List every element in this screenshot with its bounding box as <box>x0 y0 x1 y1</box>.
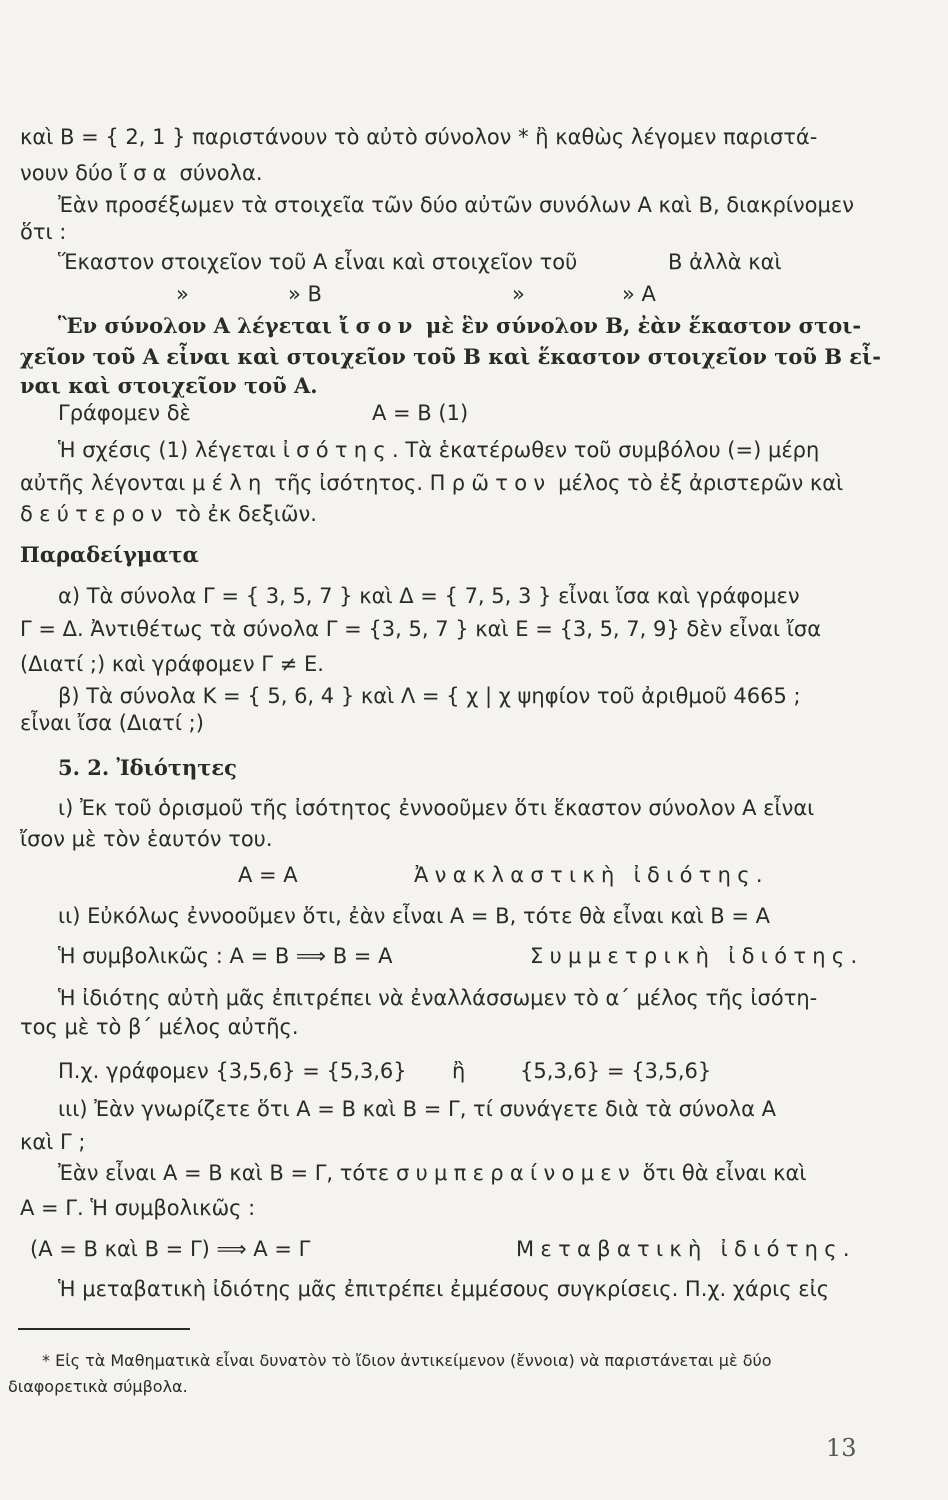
text-line: ἢ <box>452 1059 466 1083</box>
page-number: 13 <box>826 1434 857 1462</box>
text-line: {5,3,6} = {3,5,6} <box>520 1059 712 1083</box>
text-line: εἶναι ἴσα (Διατί ;) <box>20 711 204 735</box>
equation: Ἡ συμβολικῶς : Α = Β ⟹ Β = Α <box>58 944 393 968</box>
section-heading: Παραδείγματα <box>20 542 199 567</box>
text-span: σύνολα. <box>172 161 263 185</box>
footnote-rule <box>18 1328 190 1330</box>
equation: Α = Β (1) <box>372 401 469 425</box>
text-line: καὶ Γ ; <box>20 1130 86 1154</box>
definition-line <box>58 313 861 339</box>
text-span: Ἡ σχέσις (1) λέγεται <box>58 438 283 462</box>
text-line: Ἡ ἰδιότης αὐτὴ μᾶς ἐπιτρέπει νὰ ἐναλλάσσωμεν τὸ α΄ μέλος τῆς ἰσότη- <box>58 986 818 1010</box>
spaced-term: ἴσον <box>339 313 419 338</box>
text-line: ι) Ἐκ τοῦ ὁρισμοῦ τῆς ἰσότητος ἐννοοῦμεν ὅτι ἕκαστον σύνολον Α εἶναι <box>58 796 815 820</box>
text-line: Α = Γ. Ἡ συμβολικῶς : <box>20 1196 256 1220</box>
text-line: Β ἀλλὰ καὶ <box>668 250 782 274</box>
text-line <box>20 160 263 186</box>
text-span: τὸ ἐκ δεξιῶν. <box>168 502 317 526</box>
text-span: αὐτῆς λέγονται <box>20 471 192 495</box>
text-line: (Διατί ;) καὶ γράφομεν Γ ≠ Ε. <box>20 652 324 676</box>
text-line: ιι) Εὐκόλως ἐννοοῦμεν ὅτι, ἐὰν εἶναι Α = Β, τότε θὰ εἶναι καὶ Β = Α <box>58 904 771 928</box>
text-line: Γράφομεν δὲ <box>58 401 191 425</box>
text-line: Ἡ μεταβατικὴ ἰδιότης μᾶς ἐπιτρέπει ἐμμέσους συγκρίσεις. Π.χ. χάρις εἰς <box>58 1277 830 1301</box>
footnote-line: διαφορετικὰ σύμβολα. <box>8 1377 188 1396</box>
text-line: Γ = Δ. Ἀντιθέτως τὰ σύνολα Γ = {3, 5, 7 } καὶ Ε = {3, 5, 7, 9} δὲν εἶναι ἴσα <box>20 617 822 641</box>
equation: (Α = Β καὶ Β = Γ) ⟹ Α = Γ <box>30 1237 311 1261</box>
section-heading: 5. 2. Ἰδιότητες <box>58 755 237 780</box>
property-name: Ἀνακλαστικὴ ἰδιότης. <box>414 863 769 887</box>
text-span: Ἐὰν εἶναι Α = Β καὶ Β = Γ, τότε <box>58 1161 396 1185</box>
ditto-mark: » <box>176 282 189 306</box>
property-name: Μεταβατικὴ ἰδιότης. <box>516 1237 856 1261</box>
text-span: ὅτι θὰ εἶναι καὶ <box>635 1161 807 1185</box>
text-span: τῆς ἰσότητος. <box>267 471 430 495</box>
text-line: Ἐὰν προσέξωμεν τὰ στοιχεῖα τῶν δύο αὐτῶν συνόλων Α καὶ Β, διακρίνομεν <box>58 193 854 217</box>
spaced-term: Πρῶτον <box>429 471 552 495</box>
text-line: Ἕκαστον στοιχεῖον τοῦ Α εἶναι καὶ στοιχεῖον τοῦ <box>58 250 578 274</box>
text-line <box>58 437 819 463</box>
text-line: β) Τὰ σύνολα Κ = { 5, 6, 4 } καὶ Λ = { χ | χ ψηφίον τοῦ ἀριθμοῦ 4665 ; <box>58 684 801 708</box>
text-line: ιιι) Ἐὰν γνωρίζετε ὅτι Α = Β καὶ Β = Γ, τί συνάγετε διὰ τὰ σύνολα Α <box>58 1097 776 1121</box>
text-span: . Τὰ ἑκατέρωθεν τοῦ συμβόλου (=) μέρη <box>392 438 820 462</box>
spaced-term: δεύτερον <box>20 502 169 526</box>
spaced-term: συμπεραίνομεν <box>395 1161 636 1185</box>
ditto-mark: » Β <box>288 282 322 306</box>
ditto-mark: » Α <box>622 282 656 306</box>
text-line <box>20 470 843 496</box>
text-span: νουν δύο <box>20 161 120 185</box>
spaced-term: μέλη <box>192 471 268 495</box>
equation: Α = Α <box>238 863 298 887</box>
ditto-mark: » <box>512 282 525 306</box>
definition-line: ναι καὶ στοιχεῖον τοῦ Α. <box>20 373 318 398</box>
text-span: μὲ ἓν σύνολον Β, ἐὰν ἕκαστον στοι- <box>418 313 862 338</box>
text-line: τος μὲ τὸ β΄ μέλος αὐτῆς. <box>20 1015 299 1039</box>
text-line <box>20 501 317 527</box>
text-line <box>58 1160 806 1186</box>
text-line: α) Τὰ σύνολα Γ = { 3, 5, 7 } καὶ Δ = { 7, 5, 3 } εἶναι ἴσα καὶ γράφομεν <box>58 584 800 608</box>
spaced-term: ἰσότης <box>282 438 393 462</box>
footnote-line: * Εἰς τὰ Μαθηματικὰ εἶναι δυνατὸν τὸ ἴδιον ἀντικείμενον (ἔννοια) νὰ παριστάνεται μὲ δύο <box>42 1351 772 1370</box>
spaced-term: ἴσα <box>119 161 173 185</box>
text-line: Π.χ. γράφομεν {3,5,6} = {5,3,6} <box>58 1059 407 1083</box>
text-span: Ἓν σύνολον Α λέγεται <box>58 313 340 338</box>
text-line: ὅτι : <box>20 220 67 244</box>
text-line: καὶ Β = { 2, 1 } παριστάνουν τὸ αὐτὸ σύνολον * ἢ καθὼς λέγομεν παριστά- <box>20 125 818 149</box>
text-span: μέλος τὸ ἐξ ἀριστερῶν καὶ <box>551 471 844 495</box>
definition-line: χεῖον τοῦ Α εἶναι καὶ στοιχεῖον τοῦ Β καὶ ἕκαστον στοιχεῖον τοῦ Β εἶ- <box>20 344 881 369</box>
text-line: ἴσον μὲ τὸν ἑαυτόν του. <box>20 827 273 851</box>
property-name: Συμμετρικὴ ἰδιότης. <box>530 944 864 968</box>
